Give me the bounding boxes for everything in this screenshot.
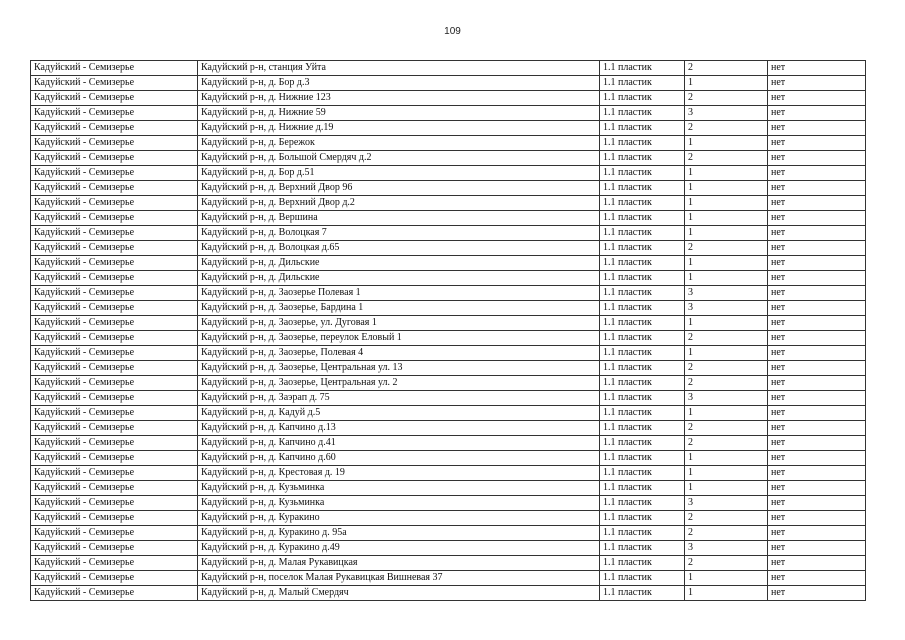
district-cell: Кадуйский - Семизерье [31, 556, 198, 571]
flag-cell: нет [768, 346, 866, 361]
material-cell: 1.1 пластик [600, 151, 685, 166]
material-cell: 1.1 пластик [600, 301, 685, 316]
district-cell: Кадуйский - Семизерье [31, 526, 198, 541]
flag-cell: нет [768, 286, 866, 301]
table-row [31, 181, 866, 196]
count-cell: 2 [685, 61, 768, 76]
material-cell: 1.1 пластик [600, 436, 685, 451]
count-cell: 2 [685, 511, 768, 526]
registry-table [30, 60, 866, 601]
district-cell: Кадуйский - Семизерье [31, 121, 198, 136]
address-cell: Кадуйский р-н, д. Капчино д.60 [198, 451, 600, 466]
district-cell: Кадуйский - Семизерье [31, 586, 198, 601]
flag-cell: нет [768, 466, 866, 481]
table-row [31, 466, 866, 481]
flag-cell: нет [768, 181, 866, 196]
table-row [31, 241, 866, 256]
table-row [31, 586, 866, 601]
count-cell: 1 [685, 211, 768, 226]
address-cell: Кадуйский р-н, д. Заозерье, ул. Дуговая 1 [198, 316, 600, 331]
count-cell: 2 [685, 331, 768, 346]
district-cell: Кадуйский - Семизерье [31, 571, 198, 586]
flag-cell: нет [768, 91, 866, 106]
count-cell: 1 [685, 316, 768, 331]
table-row [31, 121, 866, 136]
flag-cell: нет [768, 211, 866, 226]
flag-cell: нет [768, 301, 866, 316]
flag-cell: нет [768, 256, 866, 271]
count-cell: 2 [685, 436, 768, 451]
material-cell: 1.1 пластик [600, 241, 685, 256]
count-cell: 1 [685, 586, 768, 601]
material-cell: 1.1 пластик [600, 196, 685, 211]
count-cell: 1 [685, 271, 768, 286]
material-cell: 1.1 пластик [600, 106, 685, 121]
address-cell: Кадуйский р-н, д. Нижние 59 [198, 106, 600, 121]
address-cell: Кадуйский р-н, д. Куракино д.49 [198, 541, 600, 556]
flag-cell: нет [768, 121, 866, 136]
table-row [31, 436, 866, 451]
flag-cell: нет [768, 76, 866, 91]
table-row [31, 361, 866, 376]
material-cell: 1.1 пластик [600, 271, 685, 286]
material-cell: 1.1 пластик [600, 391, 685, 406]
table-row [31, 541, 866, 556]
material-cell: 1.1 пластик [600, 451, 685, 466]
flag-cell: нет [768, 406, 866, 421]
table-row [31, 346, 866, 361]
flag-cell: нет [768, 586, 866, 601]
address-cell: Кадуйский р-н, д. Бор д.51 [198, 166, 600, 181]
address-cell: Кадуйский р-н, д. Нижние д.19 [198, 121, 600, 136]
district-cell: Кадуйский - Семизерье [31, 76, 198, 91]
flag-cell: нет [768, 541, 866, 556]
table-row [31, 526, 866, 541]
page-number: 109 [444, 26, 461, 37]
district-cell: Кадуйский - Семизерье [31, 331, 198, 346]
material-cell: 1.1 пластик [600, 256, 685, 271]
count-cell: 3 [685, 391, 768, 406]
district-cell: Кадуйский - Семизерье [31, 481, 198, 496]
table-row [31, 496, 866, 511]
flag-cell: нет [768, 511, 866, 526]
table-row [31, 61, 866, 76]
address-cell: Кадуйский р-н, д. Верхний Двор д.2 [198, 196, 600, 211]
flag-cell: нет [768, 271, 866, 286]
district-cell: Кадуйский - Семизерье [31, 511, 198, 526]
address-cell: Кадуйский р-н, д. Куракино д. 95а [198, 526, 600, 541]
count-cell: 2 [685, 151, 768, 166]
material-cell: 1.1 пластик [600, 406, 685, 421]
district-cell: Кадуйский - Семизерье [31, 181, 198, 196]
material-cell: 1.1 пластик [600, 61, 685, 76]
flag-cell: нет [768, 436, 866, 451]
material-cell: 1.1 пластик [600, 361, 685, 376]
count-cell: 1 [685, 466, 768, 481]
material-cell: 1.1 пластик [600, 556, 685, 571]
address-cell: Кадуйский р-н, д. Вершина [198, 211, 600, 226]
table-row [31, 481, 866, 496]
count-cell: 1 [685, 571, 768, 586]
flag-cell: нет [768, 241, 866, 256]
material-cell: 1.1 пластик [600, 166, 685, 181]
count-cell: 2 [685, 361, 768, 376]
table-row [31, 76, 866, 91]
district-cell: Кадуйский - Семизерье [31, 241, 198, 256]
district-cell: Кадуйский - Семизерье [31, 151, 198, 166]
address-cell: Кадуйский р-н, д. Заозерье, Бардина 1 [198, 301, 600, 316]
material-cell: 1.1 пластик [600, 211, 685, 226]
district-cell: Кадуйский - Семизерье [31, 166, 198, 181]
district-cell: Кадуйский - Семизерье [31, 451, 198, 466]
material-cell: 1.1 пластик [600, 586, 685, 601]
address-cell: Кадуйский р-н, д. Бор д.3 [198, 76, 600, 91]
address-cell: Кадуйский р-н, д. Волоцкая д.65 [198, 241, 600, 256]
count-cell: 3 [685, 106, 768, 121]
address-cell: Кадуйский р-н, д. Бережок [198, 136, 600, 151]
material-cell: 1.1 пластик [600, 181, 685, 196]
table-row [31, 331, 866, 346]
address-cell: Кадуйский р-н, д. Капчино д.41 [198, 436, 600, 451]
district-cell: Кадуйский - Семизерье [31, 226, 198, 241]
flag-cell: нет [768, 331, 866, 346]
table-row [31, 421, 866, 436]
table-row [31, 406, 866, 421]
table-row [31, 391, 866, 406]
address-cell: Кадуйский р-н, д. Волоцкая 7 [198, 226, 600, 241]
table-row [31, 571, 866, 586]
material-cell: 1.1 пластик [600, 481, 685, 496]
count-cell: 1 [685, 451, 768, 466]
district-cell: Кадуйский - Семизерье [31, 316, 198, 331]
material-cell: 1.1 пластик [600, 316, 685, 331]
address-cell: Кадуйский р-н, д. Кузьминка [198, 496, 600, 511]
address-cell: Кадуйский р-н, д. Большой Смердяч д.2 [198, 151, 600, 166]
district-cell: Кадуйский - Семизерье [31, 196, 198, 211]
flag-cell: нет [768, 391, 866, 406]
count-cell: 3 [685, 286, 768, 301]
district-cell: Кадуйский - Семизерье [31, 376, 198, 391]
table-row [31, 211, 866, 226]
district-cell: Кадуйский - Семизерье [31, 346, 198, 361]
district-cell: Кадуйский - Семизерье [31, 91, 198, 106]
flag-cell: нет [768, 526, 866, 541]
address-cell: Кадуйский р-н, д. Капчино д.13 [198, 421, 600, 436]
address-cell: Кадуйский р-н, д. Крестовая д. 19 [198, 466, 600, 481]
flag-cell: нет [768, 61, 866, 76]
table-row [31, 166, 866, 181]
district-cell: Кадуйский - Семизерье [31, 271, 198, 286]
table-row [31, 256, 866, 271]
material-cell: 1.1 пластик [600, 466, 685, 481]
address-cell: Кадуйский р-н, д. Куракино [198, 511, 600, 526]
district-cell: Кадуйский - Семизерье [31, 466, 198, 481]
district-cell: Кадуйский - Семизерье [31, 406, 198, 421]
count-cell: 1 [685, 136, 768, 151]
material-cell: 1.1 пластик [600, 421, 685, 436]
flag-cell: нет [768, 316, 866, 331]
flag-cell: нет [768, 361, 866, 376]
material-cell: 1.1 пластик [600, 121, 685, 136]
table-row [31, 196, 866, 211]
address-cell: Кадуйский р-н, д. Нижние 123 [198, 91, 600, 106]
address-cell: Кадуйский р-н, д. Заэрап д. 75 [198, 391, 600, 406]
table-row [31, 316, 866, 331]
table-row [31, 286, 866, 301]
address-cell: Кадуйский р-н, д. Заозерье, переулок Еловый 1 [198, 331, 600, 346]
material-cell: 1.1 пластик [600, 286, 685, 301]
address-cell: Кадуйский р-н, д. Дильские [198, 256, 600, 271]
material-cell: 1.1 пластик [600, 541, 685, 556]
table-row [31, 451, 866, 466]
address-cell: Кадуйский р-н, д. Заозерье, Центральная ул. 2 [198, 376, 600, 391]
flag-cell: нет [768, 226, 866, 241]
count-cell: 3 [685, 301, 768, 316]
table-row [31, 271, 866, 286]
registry-table-body [31, 61, 866, 601]
flag-cell: нет [768, 496, 866, 511]
flag-cell: нет [768, 166, 866, 181]
material-cell: 1.1 пластик [600, 376, 685, 391]
flag-cell: нет [768, 481, 866, 496]
count-cell: 3 [685, 496, 768, 511]
count-cell: 2 [685, 526, 768, 541]
district-cell: Кадуйский - Семизерье [31, 361, 198, 376]
address-cell: Кадуйский р-н, д. Кузьминка [198, 481, 600, 496]
flag-cell: нет [768, 571, 866, 586]
table-row [31, 511, 866, 526]
district-cell: Кадуйский - Семизерье [31, 301, 198, 316]
material-cell: 1.1 пластик [600, 496, 685, 511]
table-row [31, 151, 866, 166]
district-cell: Кадуйский - Семизерье [31, 136, 198, 151]
material-cell: 1.1 пластик [600, 91, 685, 106]
count-cell: 1 [685, 181, 768, 196]
flag-cell: нет [768, 106, 866, 121]
material-cell: 1.1 пластик [600, 76, 685, 91]
flag-cell: нет [768, 376, 866, 391]
material-cell: 1.1 пластик [600, 346, 685, 361]
count-cell: 1 [685, 481, 768, 496]
count-cell: 2 [685, 376, 768, 391]
district-cell: Кадуйский - Семизерье [31, 211, 198, 226]
count-cell: 1 [685, 256, 768, 271]
material-cell: 1.1 пластик [600, 331, 685, 346]
district-cell: Кадуйский - Семизерье [31, 421, 198, 436]
district-cell: Кадуйский - Семизерье [31, 286, 198, 301]
count-cell: 3 [685, 541, 768, 556]
material-cell: 1.1 пластик [600, 526, 685, 541]
address-cell: Кадуйский р-н, поселок Малая Рукавицкая Вишневая 37 [198, 571, 600, 586]
district-cell: Кадуйский - Семизерье [31, 391, 198, 406]
district-cell: Кадуйский - Семизерье [31, 541, 198, 556]
material-cell: 1.1 пластик [600, 136, 685, 151]
table-row [31, 91, 866, 106]
flag-cell: нет [768, 136, 866, 151]
district-cell: Кадуйский - Семизерье [31, 436, 198, 451]
material-cell: 1.1 пластик [600, 571, 685, 586]
count-cell: 2 [685, 241, 768, 256]
address-cell: Кадуйский р-н, д. Малый Смердяч [198, 586, 600, 601]
count-cell: 2 [685, 556, 768, 571]
address-cell: Кадуйский р-н, д. Малая Рукавицкая [198, 556, 600, 571]
table-row [31, 226, 866, 241]
flag-cell: нет [768, 196, 866, 211]
count-cell: 2 [685, 91, 768, 106]
table-row [31, 106, 866, 121]
flag-cell: нет [768, 451, 866, 466]
address-cell: Кадуйский р-н, станция Уйта [198, 61, 600, 76]
material-cell: 1.1 пластик [600, 226, 685, 241]
table-row [31, 136, 866, 151]
flag-cell: нет [768, 421, 866, 436]
district-cell: Кадуйский - Семизерье [31, 256, 198, 271]
count-cell: 1 [685, 166, 768, 181]
count-cell: 1 [685, 196, 768, 211]
district-cell: Кадуйский - Семизерье [31, 61, 198, 76]
address-cell: Кадуйский р-н, д. Кадуй д.5 [198, 406, 600, 421]
count-cell: 2 [685, 421, 768, 436]
flag-cell: нет [768, 151, 866, 166]
count-cell: 1 [685, 406, 768, 421]
district-cell: Кадуйский - Семизерье [31, 106, 198, 121]
flag-cell: нет [768, 556, 866, 571]
count-cell: 2 [685, 121, 768, 136]
count-cell: 1 [685, 346, 768, 361]
table-row [31, 301, 866, 316]
material-cell: 1.1 пластик [600, 511, 685, 526]
table-row [31, 556, 866, 571]
address-cell: Кадуйский р-н, д. Заозерье Полевая 1 [198, 286, 600, 301]
address-cell: Кадуйский р-н, д. Заозерье, Центральная ул. 13 [198, 361, 600, 376]
count-cell: 1 [685, 76, 768, 91]
table-row [31, 376, 866, 391]
address-cell: Кадуйский р-н, д. Заозерье, Полевая 4 [198, 346, 600, 361]
district-cell: Кадуйский - Семизерье [31, 496, 198, 511]
count-cell: 1 [685, 226, 768, 241]
address-cell: Кадуйский р-н, д. Дильские [198, 271, 600, 286]
address-cell: Кадуйский р-н, д. Верхний Двор 96 [198, 181, 600, 196]
